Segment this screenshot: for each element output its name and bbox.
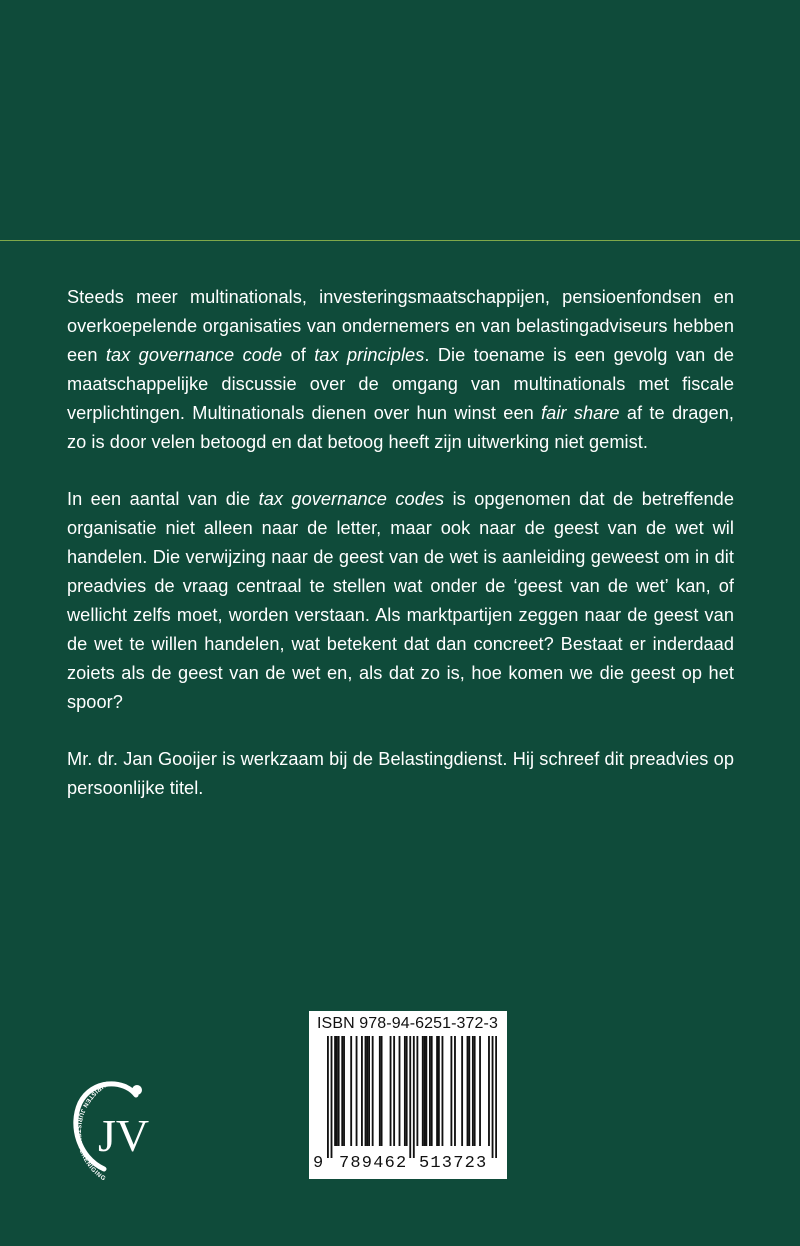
cjv-logo-mark (64, 1073, 168, 1191)
barcode-bar (454, 1036, 456, 1146)
barcode-bar (361, 1036, 363, 1146)
author-note (67, 745, 734, 803)
ean-right-digits: 513723 (419, 1154, 488, 1173)
barcode-bar (413, 1036, 415, 1158)
barcode-bar (356, 1036, 358, 1146)
text-run: Mr. dr. Jan Gooijer is werkzaam bij de Belastingdienst. Hij schreef dit preadvies op persoonlijke titel. (67, 749, 734, 798)
barcode-bar (425, 1036, 427, 1146)
barcode-bar (474, 1036, 476, 1146)
text-run: Steeds meer multinationals, investeringsmaatschappijen, pensioenfondsen en overkoepelende organisaties van ondernemers en van belastingadviseurs hebben een (67, 287, 734, 365)
blurb-paragraph-2 (67, 485, 734, 717)
text-run: is opgenomen dat de betreffende organisatie niet alleen naar de letter, maar ook naar de geest van de wet wil handelen. Die verwijzing naar de geest van de wet is aanleiding geweest om in dit preadvies de vraag centraal te stellen wat onder de ‘geest van de wet’ kan, of wellicht zelfs moet, worden verstaan. Als marktpartijen zeggen naar de geest van de wet te willen handelen, wat betekent dat dan concreet? Bestaat er inderdaad zoiets als de geest van de wet en, als dat zo is, hoe komen we die geest op het spoor? (67, 489, 735, 712)
barcode-bar (372, 1036, 374, 1146)
text-run: . Die toename is een gevolg van de maatschappelijke discussie over de omgang van multinationals met fiscale verplichtingen. Multinationals dienen over hun winst een (67, 345, 735, 423)
barcode-bar (492, 1036, 494, 1158)
barcode-bar (422, 1036, 424, 1146)
barcode-bar (393, 1036, 395, 1146)
barcode-bar (424, 1036, 426, 1146)
barcode-bar (461, 1036, 463, 1146)
barcode-bar (399, 1036, 401, 1146)
barcode-bar (341, 1036, 343, 1146)
barcode-bar (379, 1036, 381, 1146)
barcode-bar (336, 1036, 338, 1146)
barcode-bars (327, 1036, 497, 1158)
barcode-bar (488, 1036, 490, 1146)
barcode-bar (343, 1036, 345, 1146)
barcode-bar (406, 1036, 408, 1146)
barcode-bar (495, 1036, 497, 1158)
barcode-bar (365, 1036, 367, 1146)
barcode-bar (450, 1036, 452, 1146)
barcode-bar (381, 1036, 383, 1146)
isbn-barcode (309, 1011, 507, 1179)
barcode-bar (472, 1036, 474, 1146)
text-run: af te dragen, zo is door velen betoogd en dat betoog heeft zijn uitwerking niet gemist. (67, 403, 734, 452)
barcode-bar (327, 1036, 329, 1158)
barcode-bar (442, 1036, 444, 1146)
barcode-bar (468, 1036, 470, 1146)
barcode-bar (416, 1036, 418, 1146)
barcode-bar (366, 1036, 368, 1146)
italic-term: fair share (541, 403, 620, 423)
barcode-bar (338, 1036, 340, 1146)
barcode-bar (350, 1036, 352, 1146)
barcode-bar (431, 1036, 433, 1146)
text-run: In een aantal van die (67, 489, 259, 509)
italic-term: tax governance code (105, 345, 283, 365)
italic-term: tax principles (314, 345, 425, 365)
logo-circle-text: CHRISTEN JURISTEN VERENIGING (74, 1079, 111, 1183)
logo-monogram: JV (98, 1110, 150, 1161)
ean-first-digit: 9 (313, 1154, 324, 1173)
barcode-bar (467, 1036, 469, 1146)
barcode-bar (404, 1036, 406, 1146)
isbn-label: ISBN 978-94-6251-372-3 (317, 1015, 498, 1032)
barcode-bar (479, 1036, 481, 1146)
barcode-bar (334, 1036, 336, 1146)
barcode-bar (331, 1036, 333, 1158)
barcode-bar (368, 1036, 370, 1146)
ean-left-digits: 789462 (339, 1154, 408, 1173)
blurb-paragraph-1 (67, 283, 734, 457)
divider-line (0, 240, 800, 241)
text-run: of (282, 345, 315, 365)
barcode-bar (438, 1036, 440, 1146)
barcode-bar (429, 1036, 431, 1146)
barcode-bar (436, 1036, 438, 1146)
back-cover-blurb (67, 283, 734, 831)
barcode-bar (390, 1036, 392, 1146)
italic-term: tax governance codes (258, 489, 445, 509)
barcode-bar (409, 1036, 411, 1158)
cjv-logo (64, 1073, 168, 1191)
